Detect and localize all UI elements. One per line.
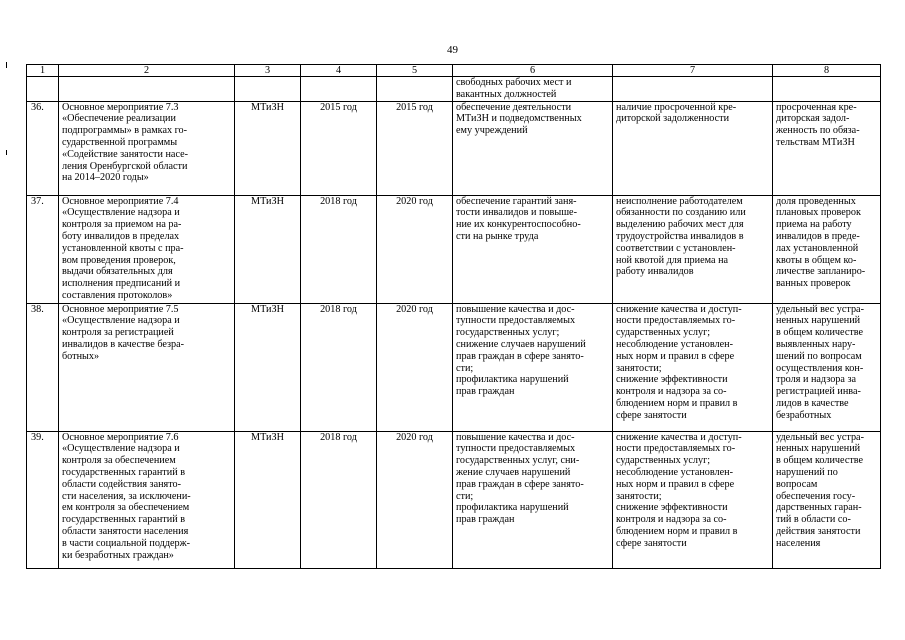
cell-num: 38. — [27, 303, 59, 431]
cell-event — [59, 77, 235, 102]
table-row — [27, 195, 881, 303]
cell-start: 2018 год — [301, 195, 377, 303]
cell-indicator — [773, 77, 881, 102]
cell-num: 37. — [27, 195, 59, 303]
cell-start: 2018 год — [301, 303, 377, 431]
header-col-3: 3 — [235, 65, 301, 77]
cell-end: 2020 год — [377, 431, 453, 568]
cell-result: обеспечение деятельности МТиЗН и подведомственных ему учреждений — [453, 101, 613, 195]
header-col-1: 1 — [27, 65, 59, 77]
cell-result: свободных рабочих мест и вакантных должностей — [453, 77, 613, 102]
header-col-6: 6 — [453, 65, 613, 77]
measures-table — [26, 64, 881, 569]
header-col-4: 4 — [301, 65, 377, 77]
cell-end — [377, 77, 453, 102]
cell-event: Основное мероприятие 7.6 «Осуществление надзора и контроля за обеспечением государственных гарантий в области содействия занято- сти населения, за исключени- ем контроля за обеспечением государственных гарантий в области занятости населения в части социальной поддерж- ки безработных граждан» — [59, 431, 235, 568]
cell-start: 2015 год — [301, 101, 377, 195]
cell-result: обеспечение гарантий заня- тости инвалидов и повыше- ние их конкурентоспособно- сти на рынке труда — [453, 195, 613, 303]
table-row — [27, 303, 881, 431]
cell-consequences: снижение качества и доступ- ности предоставляемых го- сударственных услуг; несоблюдение установлен- ных норм и правил в сфере занятости; снижение эффективности контроля и надзора за со- блюдением норм и правил в сфере занятости — [613, 303, 773, 431]
cell-event: Основное мероприятие 7.4 «Осуществление надзора и контроля за приемом на ра- боту инвалидов в пределах установленной квоты с пра- вом проведения проверок, выдачи обязательных для исполнения предписаний и составления протоколов» — [59, 195, 235, 303]
cell-num: 39. — [27, 431, 59, 568]
cell-indicator: удельный вес устра- ненных нарушений в общем количестве нарушений по вопросам обеспечения госу- дарственных гаран- тий в области со- действия занятости населения — [773, 431, 881, 568]
table-row — [27, 431, 881, 568]
cell-event: Основное мероприятие 7.5 «Осуществление надзора и контроля за регистрацией инвалидов в качестве безра- ботных» — [59, 303, 235, 431]
cell-consequences: снижение качества и доступ- ности предоставляемых го- сударственных услуг; несоблюдение установлен- ных норм и правил в сфере занятости; снижение эффективности контроля и надзора за со- блюдением норм и правил в сфере занятости — [613, 431, 773, 568]
cell-consequences: наличие просроченной кре- диторской задолженности — [613, 101, 773, 195]
cell-result: повышение качества и дос- тупности предоставляемых государственных услуг; снижение случаев нарушений прав граждан в сфере занято- сти; профилактика нарушений прав граждан — [453, 303, 613, 431]
cell-executor: МТиЗН — [235, 303, 301, 431]
cell-start — [301, 77, 377, 102]
continuation-row — [27, 77, 881, 102]
cell-result: повышение качества и дос- тупности предоставляемых государственных услуг, сни- жение случаев нарушений прав граждан в сфере занято- сти; профилактика нарушений прав граждан — [453, 431, 613, 568]
cell-end: 2020 год — [377, 195, 453, 303]
cell-indicator: доля проведенных плановых проверок приема на работу инвалидов в преде- лах установленной квоты в общем ко- личестве запланиро- ванных проверок — [773, 195, 881, 303]
cell-consequences — [613, 77, 773, 102]
margin-tick-middle — [6, 150, 7, 155]
header-col-5: 5 — [377, 65, 453, 77]
cell-executor: МТиЗН — [235, 431, 301, 568]
header-col-8: 8 — [773, 65, 881, 77]
cell-indicator: удельный вес устра- ненных нарушений в общем количестве выявленных нару- шений по вопросам осуществления кон- троля и надзора за регистрацией инва- лидов в качестве безработных — [773, 303, 881, 431]
header-col-2: 2 — [59, 65, 235, 77]
cell-start: 2018 год — [301, 431, 377, 568]
cell-event: Основное мероприятие 7.3 «Обеспечение реализации подпрограммы» в рамках го- сударственной программы «Содействие занятости насе- ления Оренбургской области на 2014–2020 годы» — [59, 101, 235, 195]
cell-executor: МТиЗН — [235, 195, 301, 303]
table-row — [27, 101, 881, 195]
cell-num — [27, 77, 59, 102]
cell-end: 2015 год — [377, 101, 453, 195]
cell-consequences: неисполнение работодателем обязанности по созданию или выделению рабочих мест для трудоустройства инвалидов в соответствии с установлен- ной квотой для приема на работу инвалидов — [613, 195, 773, 303]
cell-end: 2020 год — [377, 303, 453, 431]
cell-num: 36. — [27, 101, 59, 195]
cell-executor: МТиЗН — [235, 101, 301, 195]
margin-tick-top — [6, 62, 7, 68]
cell-indicator: просроченная кре- диторская задол- женность по обяза- тельствам МТиЗН — [773, 101, 881, 195]
header-col-7: 7 — [613, 65, 773, 77]
cell-executor — [235, 77, 301, 102]
header-row — [27, 65, 881, 77]
page-number: 49 — [447, 44, 458, 56]
